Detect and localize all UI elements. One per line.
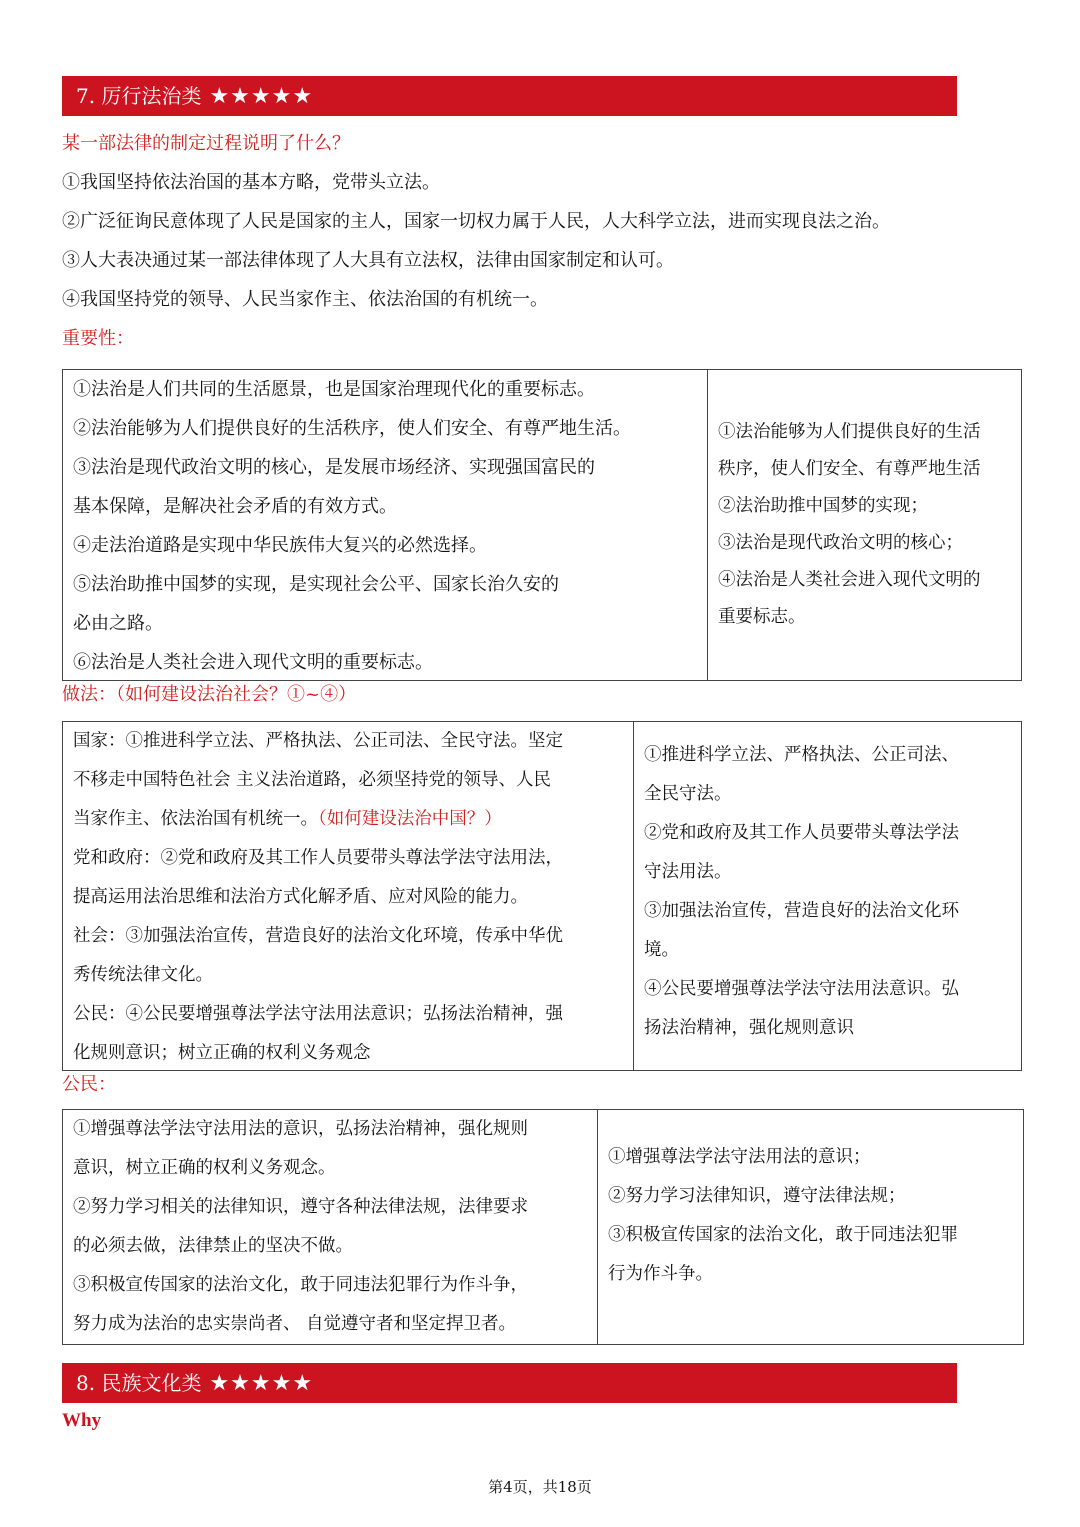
method-table	[62, 721, 1022, 1071]
section-8-title: 8. 民族文化类	[76, 1371, 202, 1395]
method-left-line: 秀传统法律文化。	[73, 965, 213, 985]
method-heading	[62, 675, 356, 714]
importance-right-line: 重要标志。	[718, 607, 806, 627]
importance-left-line: ④走法治道路是实现中华民族伟大复兴的必然选择。	[73, 535, 487, 556]
importance-table	[62, 369, 1022, 681]
importance-left-line: ⑥法治是人类社会进入现代文明的重要标志。	[73, 652, 433, 673]
importance-right-line: ①法治能够为人们提供良好的生活	[718, 422, 981, 442]
method-right-line: ①推进科学立法、严格执法、公正司法、	[644, 745, 959, 765]
citizen-left-line: ③积极宣传国家的法治文化，敢于同违法犯罪行为作斗争，	[73, 1275, 528, 1295]
method-right-line: 守法用法。	[644, 862, 732, 882]
citizen-left-line: 意识，树立正确的权利义务观念。	[73, 1158, 336, 1178]
section-8-banner	[62, 1363, 957, 1403]
importance-right-line: ②法治助推中国梦的实现；	[718, 496, 928, 516]
question-heading: 某一部法律的制定过程说明了什么？	[62, 133, 350, 154]
citizen-left-line: ②努力学习相关的法律知识，遵守各种法律法规，法律要求	[73, 1197, 528, 1217]
method-left-text: 当家作主、依法治国有机统一。	[73, 809, 318, 829]
method-heading-label: 做法：	[62, 684, 116, 705]
answer-4: ④我国坚持党的领导、人民当家作主、依法治国的有机统一。	[62, 289, 548, 310]
method-left-line: 公民：④公民要增强尊法学法守法用法意识；弘扬法治精神，强	[73, 1004, 563, 1024]
citizen-right-line: ②努力学习法律知识，遵守法律法规；	[608, 1186, 906, 1206]
method-heading-note: （如何建设法治社会？①~④）	[116, 684, 357, 705]
answer-1: ①我国坚持依法治国的基本方略，党带头立法。	[62, 172, 440, 193]
importance-right-line: 秩序，使人们安全、有尊严地生活	[718, 459, 981, 479]
page-number: 第4页，共18页	[488, 1478, 592, 1496]
method-left-line: 不移走中国特色社会 主义法治道路，必须坚持党的领导、人民	[73, 770, 552, 790]
section-7-banner	[62, 76, 957, 116]
importance-left-line: ①法治是人们共同的生活愿景，也是国家治理现代化的重要标志。	[73, 379, 595, 400]
method-right-line: ④公民要增强尊法学法守法用法意识。弘	[644, 979, 959, 999]
answer-2: ②广泛征询民意体现了人民是国家的主人，国家一切权力属于人民，人大科学立法，进而实现良法之治。	[62, 211, 890, 232]
method-right-line: ③加强法治宣传，营造良好的法治文化环	[644, 901, 959, 921]
method-left-line: 党和政府：②党和政府及其工作人员要带头尊法学法守法用法，	[73, 848, 563, 868]
method-left-line: 国家：①推进科学立法、严格执法、公正司法、全民守法。坚定	[73, 731, 563, 751]
method-left-line: 提高运用法治思维和法治方式化解矛盾、应对风险的能力。	[73, 887, 528, 907]
method-right-cell	[634, 722, 1021, 1070]
citizen-left-line: ①增强尊法学法守法用法的意识，弘扬法治精神，强化规则	[73, 1119, 528, 1139]
citizen-left-line: 的必须去做，法律禁止的坚决不做。	[73, 1236, 353, 1256]
method-left-line	[73, 800, 625, 839]
citizen-right-line: ①增强尊法学法守法用法的意识；	[608, 1147, 871, 1167]
citizen-table	[62, 1109, 1024, 1345]
method-right-line: 全民守法。	[644, 784, 732, 804]
why-heading: Why	[62, 1410, 102, 1431]
method-left-line: 社会：③加强法治宣传，营造良好的法治文化环境，传承中华优	[73, 926, 563, 946]
citizen-heading: 公民：	[62, 1074, 116, 1095]
method-right-line: 境。	[644, 940, 679, 960]
importance-left-line: 基本保障，是解决社会矛盾的有效方式。	[73, 496, 397, 517]
citizen-right-line: 行为作斗争。	[608, 1264, 713, 1284]
importance-right-line: ③法治是现代政治文明的核心；	[718, 533, 963, 553]
importance-right-line: ④法治是人类社会进入现代文明的	[718, 570, 981, 590]
method-right-line: ②党和政府及其工作人员要带头尊法学法	[644, 823, 959, 843]
importance-left-line: ⑤法治助推中国梦的实现，是实现社会公平、国家长治久安的	[73, 574, 559, 595]
importance-left-cell	[63, 370, 708, 680]
method-left-cell	[63, 722, 634, 1070]
method-left-note: （如何建设法治中国？）	[318, 809, 502, 829]
method-right-line: 扬法治精神，强化规则意识	[644, 1018, 854, 1038]
citizen-left-line: 努力成为法治的忠实崇尚者、 自觉遵守者和坚定捍卫者。	[73, 1314, 517, 1334]
citizen-left-cell	[63, 1110, 598, 1344]
rating-stars: ★★★★★	[209, 1371, 314, 1396]
method-left-line: 化规则意识；树立正确的权利义务观念	[73, 1043, 371, 1063]
importance-left-line: ②法治能够为人们提供良好的生活秩序，使人们安全、有尊严地生活。	[73, 418, 631, 439]
importance-left-line: 必由之路。	[73, 613, 163, 634]
section-7-title: 7. 厉行法治类	[76, 84, 202, 108]
citizen-right-line: ③积极宣传国家的法治文化，敢于同违法犯罪	[608, 1225, 958, 1245]
citizen-right-cell	[598, 1110, 1023, 1344]
importance-heading: 重要性：	[62, 328, 134, 349]
importance-right-cell	[708, 370, 1021, 680]
answer-3: ③人大表决通过某一部法律体现了人大具有立法权，法律由国家制定和认可。	[62, 250, 674, 271]
importance-left-line: ③法治是现代政治文明的核心，是发展市场经济、实现强国富民的	[73, 457, 595, 478]
rating-stars: ★★★★★	[209, 84, 314, 109]
